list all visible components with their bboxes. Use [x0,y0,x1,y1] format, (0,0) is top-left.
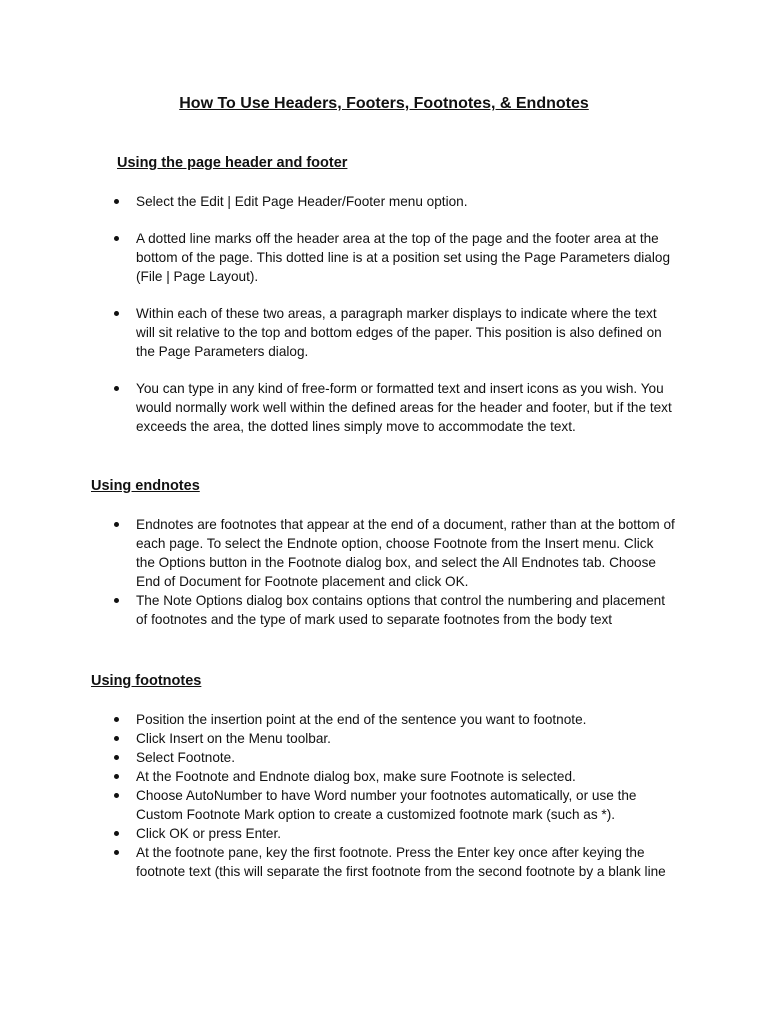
endnotes-list [0,515,676,629]
list-item [0,379,676,436]
list-item-text: Endnotes are footnotes that appear at the end of a document, rather than at the bottom of each page. To select the Endnote option, choose Footnote from the Insert menu. Click the Options button in the Footnote dialog box, and select the All Endnotes tab. Choose End of Document for Footnote placement and click OK. [136,517,675,589]
bullet-icon [114,598,119,603]
section-heading-footnotes: Using footnotes [91,673,202,689]
list-item-text: Click OK or press Enter. [136,826,282,841]
list-item-text: Within each of these two areas, a paragraph marker displays to indicate where the text will sit relative to the top and bottom edges of the paper. This position is also defined on the Page Parameters dialog. [136,306,662,359]
bullet-icon [114,774,119,779]
bullet-icon [114,199,119,204]
bullet-icon [114,831,119,836]
bullet-icon [114,717,119,722]
list-item [0,767,676,786]
list-item-text: At the Footnote and Endnote dialog box, make sure Footnote is selected. [136,769,576,784]
bullet-icon [114,522,119,527]
list-item-text: Click Insert on the Menu toolbar. [136,731,331,746]
bullet-icon [114,793,119,798]
list-item-text: The Note Options dialog box contains options that control the numbering and placement of footnotes and the type of mark used to separate footnotes from the body text [136,593,665,627]
list-item [0,192,676,211]
document-title: How To Use Headers, Footers, Footnotes, & Endnotes [179,95,589,112]
section-heading-endnotes: Using endnotes [91,478,200,494]
bullet-icon [114,736,119,741]
bullet-icon [114,386,119,391]
list-item [0,748,676,767]
list-item-text: At the footnote pane, key the first footnote. Press the Enter key once after keying the footnote text (this will separate the first footnote from the second footnote by a blank line [136,845,666,879]
list-item [0,304,676,361]
list-item [0,229,676,286]
list-item-text: Position the insertion point at the end of the sentence you want to footnote. [136,712,587,727]
list-item [0,591,676,629]
list-item [0,824,676,843]
list-item [0,729,676,748]
list-item-text: Select the Edit | Edit Page Header/Footer menu option. [136,194,468,209]
list-item-text: A dotted line marks off the header area at the top of the page and the footer area at the bottom of the page. This dotted line is at a position set using the Page Parameters dialog (File | Page Layout). [136,231,671,284]
bullet-icon [114,311,119,316]
list-item [0,710,676,729]
header-footer-list [0,192,676,454]
list-item-text: You can type in any kind of free-form or formatted text and insert icons as you wish. You would normally work well within the defined areas for the header and footer, but if the text exceeds the area, the dotted lines simply move to accommodate the text. [136,381,672,434]
footnotes-list [0,710,676,881]
list-item [0,515,676,591]
bullet-icon [114,236,119,241]
bullet-icon [114,850,119,855]
list-item [0,843,676,881]
list-item [0,786,676,824]
list-item-text: Select Footnote. [136,750,235,765]
list-item-text: Choose AutoNumber to have Word number your footnotes automatically, or use the Custom Footnote Mark option to create a customized footnote mark (such as *). [136,788,637,822]
section-heading-header-footer: Using the page header and footer [117,155,348,171]
bullet-icon [114,755,119,760]
